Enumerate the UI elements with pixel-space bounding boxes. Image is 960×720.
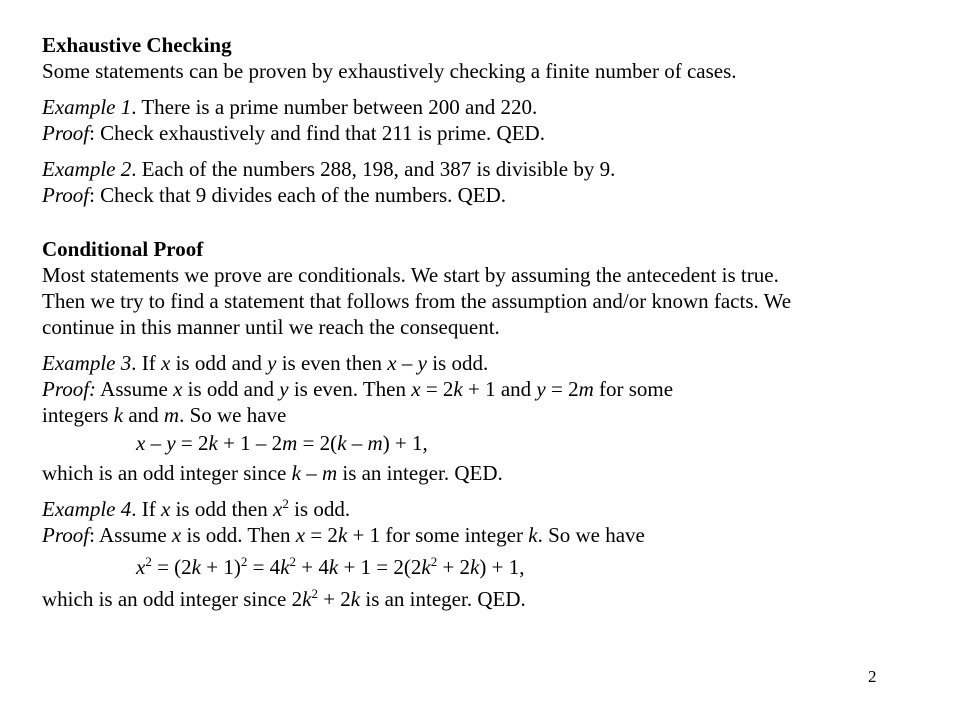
conditional-para-line3: continue in this manner until we reach the consequent. xyxy=(42,315,500,339)
example2-label: Example 2 xyxy=(42,157,132,181)
conditional-para-line2: Then we try to find a statement that follows from the assumption and/or known facts. We xyxy=(42,289,792,313)
heading-exhaustive-checking: Exhaustive Checking xyxy=(42,33,232,57)
example2-statement xyxy=(42,156,922,182)
example4-text: If x is odd then $x^2$ is odd. xyxy=(141,496,351,521)
example1-proof xyxy=(42,120,922,146)
example4-statement: Example 4. If x is odd then $x^2$ is odd. xyxy=(42,496,351,521)
example3-text: If x is odd and y is even then x – y is odd. xyxy=(141,351,489,375)
example4-conclusion: which is an odd integer since $2k^2 + 2k$ is an integer. QED. xyxy=(42,586,526,611)
example3-proof-label: Proof: xyxy=(42,377,97,401)
example4-equation: $x^2 = (2k + 1)^2 = 4k^2 + 4k + 1 = 2(2k^2 + 2k) + 1$, xyxy=(136,554,525,579)
example3-statement: Example 3. If x is odd and y is even then x – y is odd. xyxy=(42,351,489,375)
example3-label: Example 3 xyxy=(42,351,132,375)
example2-proof xyxy=(42,182,922,208)
example3-conclusion: which is an odd integer since k – m is an integer. QED. xyxy=(42,461,503,485)
example1-statement xyxy=(42,94,922,120)
heading-conditional-proof: Conditional Proof xyxy=(42,237,204,261)
example2-proof-label: Proof xyxy=(42,183,90,207)
example4-proof-line1 xyxy=(42,522,922,548)
example3-proof-line2: integers k and m. So we have xyxy=(42,403,287,427)
example2-text: . Each of the numbers 288, 198, and 387 is divisible by 9. xyxy=(131,157,616,181)
example1-label: Example 1 xyxy=(42,95,132,119)
exhaustive-intro: Some statements can be proven by exhaustively checking a finite number of cases. xyxy=(42,59,737,83)
document-page xyxy=(42,32,922,612)
page-number: 2 xyxy=(868,667,877,686)
conditional-para-line1: Most statements we prove are conditionals. We start by assuming the antecedent is true. xyxy=(42,263,779,287)
example1-proof-text: : Check exhaustively and find that 211 is prime. QED. xyxy=(89,121,545,145)
example4-label: Example 4 xyxy=(42,497,132,521)
example1-text: . There is a prime number between 200 and 220. xyxy=(131,95,538,119)
example2-proof-text: : Check that 9 divides each of the numbers. QED. xyxy=(89,183,507,207)
example3-equation: x – y = 2k + 1 – 2m = 2(k – m) + 1, xyxy=(136,431,428,455)
example1-proof-label: Proof xyxy=(42,121,90,145)
example3-proof-line1 xyxy=(42,376,922,402)
example3-proof-text: Assume x is odd and y is even. Then x = 2k + 1 and y = 2m for some xyxy=(100,377,674,401)
example4-proof-text: : Assume x is odd. Then x = 2k + 1 for some integer k. So we have xyxy=(89,523,645,547)
example4-proof-label: Proof xyxy=(42,523,90,547)
